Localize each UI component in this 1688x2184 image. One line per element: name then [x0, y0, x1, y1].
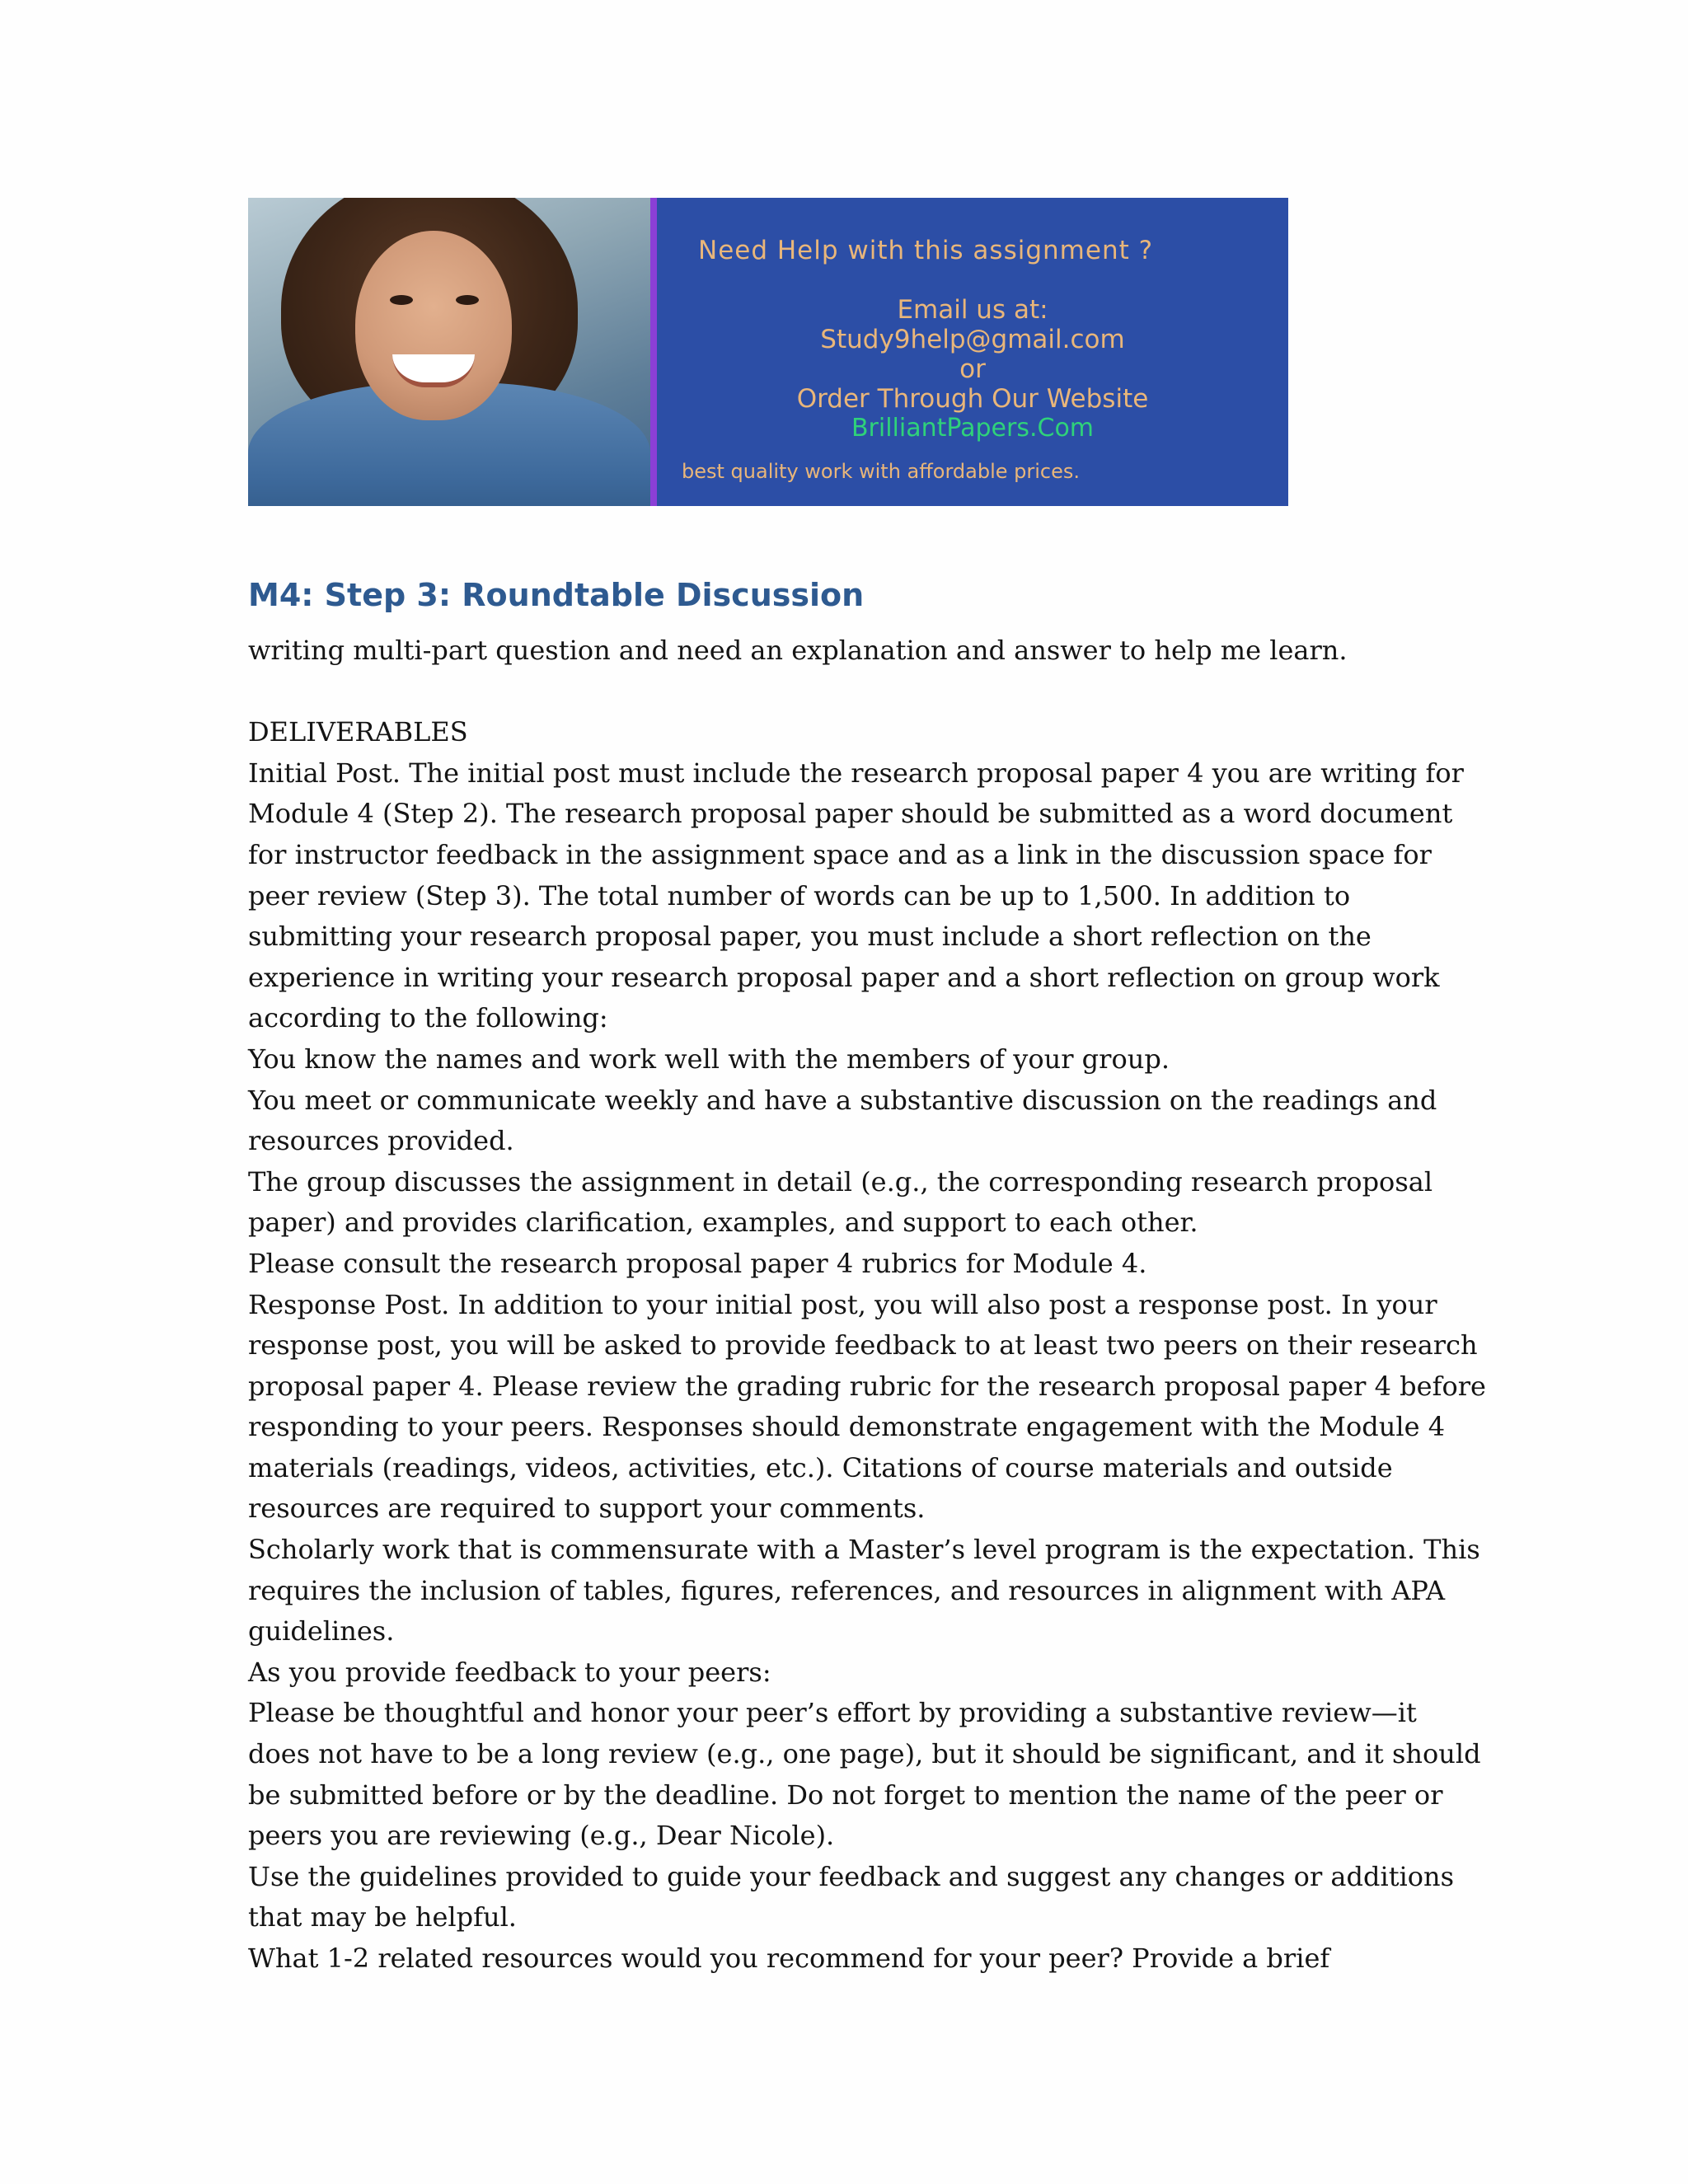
- body-line: be submitted before or by the deadline. Do not forget to mention the name of the peer or: [248, 1779, 1443, 1811]
- banner-photo: [248, 198, 650, 506]
- banner-quality: best quality work with affordable prices.: [682, 460, 1080, 483]
- body-line: for instructor feedback in the assignment space and as a link in the discussion space for: [248, 838, 1432, 870]
- body-line: Module 4 (Step 2). The research proposal paper should be submitted as a word document: [248, 798, 1453, 830]
- banner-text-panel: [657, 198, 1288, 506]
- body-line: Scholarly work that is commensurate with a Master’s level program is the expectation. This: [248, 1534, 1480, 1566]
- body-line: DELIVERABLES: [248, 716, 468, 748]
- banner-email-address: Study9help@gmail.com: [820, 325, 1125, 354]
- help-banner: [248, 198, 1288, 506]
- banner-email-label: Email us at:: [897, 295, 1048, 325]
- body-line: You know the names and work well with the members of your group.: [248, 1043, 1170, 1075]
- body-line: peers you are reviewing (e.g., Dear Nicole).: [248, 1820, 835, 1852]
- body-line: paper) and provides clarification, examples, and support to each other.: [248, 1207, 1198, 1239]
- document-body: [248, 630, 1486, 1980]
- body-line: writing multi-part question and need an explanation and answer to help me learn.: [248, 635, 1348, 666]
- body-line: The group discusses the assignment in detail (e.g., the corresponding research proposal: [248, 1165, 1433, 1197]
- body-line: requires the inclusion of tables, figures, references, and resources in alignment with APA: [248, 1574, 1446, 1606]
- body-line: As you provide feedback to your peers:: [248, 1656, 771, 1688]
- document-title: M4: Step 3: Roundtable Discussion: [248, 577, 865, 613]
- body-line: guidelines.: [248, 1615, 395, 1647]
- banner-order: Order Through Our Website: [796, 384, 1149, 414]
- body-line: resources are required to support your comments.: [248, 1493, 926, 1525]
- body-line: submitting your research proposal paper, you must include a short reflection on the: [248, 921, 1372, 953]
- body-line: materials (readings, videos, activities, etc.). Citations of course materials and outside: [248, 1451, 1393, 1483]
- body-line: Response Post. In addition to your initial post, you will also post a response post. In your: [248, 1288, 1437, 1320]
- blank-line: [248, 672, 1443, 713]
- body-line: Please be thoughtful and honor your peer’s effort by providing a substantive review—it: [248, 1697, 1417, 1729]
- body-line: peer review (Step 3). The total number of words can be up to 1,500. In addition to: [248, 879, 1351, 912]
- body-line: that may be helpful.: [248, 1901, 517, 1933]
- body-line: response post, you will be asked to provide feedback to at least two peers on their research: [248, 1329, 1478, 1361]
- body-line: resources provided.: [248, 1125, 514, 1157]
- body-line: What 1-2 related resources would you recommend for your peer? Provide a brief: [248, 1943, 1330, 1974]
- body-line: Please consult the research proposal paper 4 rubrics for Module 4.: [248, 1247, 1147, 1279]
- banner-website: BrilliantPapers.Com: [851, 414, 1095, 443]
- body-line: does not have to be a long review (e.g., one page), but it should be significant, and it should: [248, 1738, 1481, 1770]
- body-line: according to the following:: [248, 1002, 608, 1034]
- body-line: proposal paper 4. Please review the grading rubric for the research proposal paper 4 before: [248, 1370, 1486, 1402]
- body-line: experience in writing your research proposal paper and a short reflection on group work: [248, 961, 1440, 993]
- body-line: You meet or communicate weekly and have a substantive discussion on the readings and: [248, 1084, 1437, 1116]
- body-line: Initial Post. The initial post must include the research proposal paper 4 you are writing for: [248, 757, 1464, 789]
- banner-divider: [650, 198, 657, 506]
- body-line: Use the guidelines provided to guide your feedback and suggest any changes or additions: [248, 1860, 1455, 1892]
- body-line: responding to your peers. Responses should demonstrate engagement with the Module 4: [248, 1411, 1446, 1443]
- banner-need-help: Need Help with this assignment ?: [698, 236, 1154, 265]
- banner-or: or: [959, 354, 986, 384]
